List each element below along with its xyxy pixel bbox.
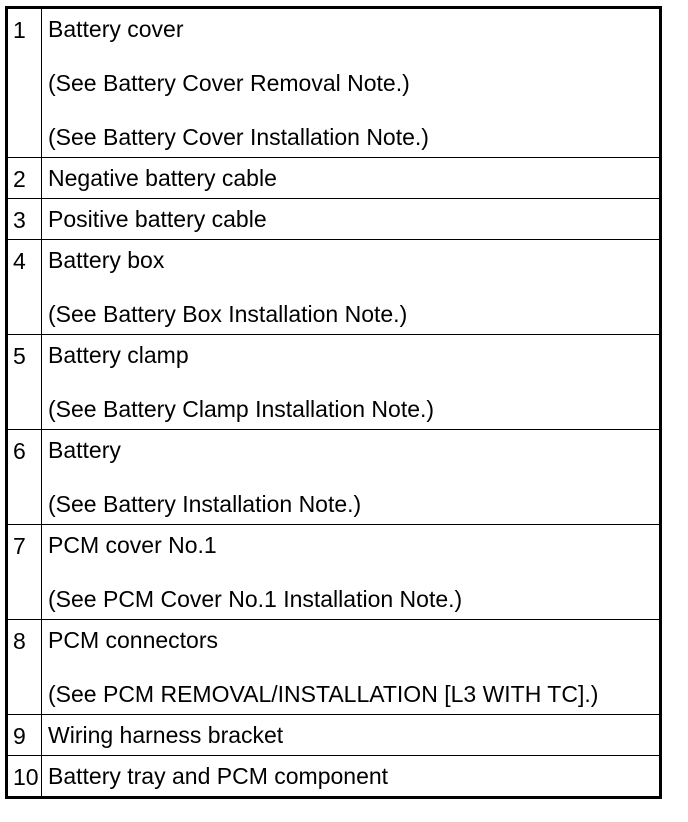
item-description: [42, 620, 661, 715]
item-description: [42, 8, 661, 158]
item-note: (See PCM REMOVAL/INSTALLATION [L3 WITH TC].): [48, 681, 599, 707]
item-number: 4: [7, 240, 42, 335]
item-number: 8: [7, 620, 42, 715]
item-name: PCM connectors: [48, 627, 219, 653]
item-name: Negative battery cable: [48, 165, 277, 191]
item-name: Battery cover: [48, 16, 184, 42]
item-description: [42, 335, 661, 430]
item-name: PCM cover No.1: [48, 532, 217, 558]
parts-table: [5, 6, 662, 799]
item-name: Battery box: [48, 247, 165, 273]
item-number: 9: [7, 715, 42, 756]
item-note: (See Battery Clamp Installation Note.): [48, 396, 435, 422]
item-note: (See Battery Installation Note.): [48, 491, 362, 517]
table-row: [7, 335, 661, 430]
item-number: 3: [7, 199, 42, 240]
item-number: 1: [7, 8, 42, 158]
table-row: [7, 240, 661, 335]
item-note: (See Battery Cover Installation Note.): [48, 124, 429, 150]
table-row: [7, 715, 661, 756]
item-name: Battery tray and PCM component: [48, 763, 389, 789]
item-number: 5: [7, 335, 42, 430]
item-description: [42, 525, 661, 620]
item-description: [42, 756, 661, 798]
item-description: [42, 158, 661, 199]
item-note: (See Battery Box Installation Note.): [48, 301, 408, 327]
item-note: (See Battery Cover Removal Note.): [48, 70, 410, 96]
item-number: 2: [7, 158, 42, 199]
parts-table-wrapper: [5, 6, 662, 799]
table-row: [7, 430, 661, 525]
item-name: Battery: [48, 437, 121, 463]
item-description: [42, 240, 661, 335]
table-row: [7, 158, 661, 199]
table-row: [7, 756, 661, 798]
item-name: Wiring harness bracket: [48, 722, 284, 748]
item-number: 10: [7, 756, 42, 798]
item-description: [42, 430, 661, 525]
item-number: 6: [7, 430, 42, 525]
table-row: [7, 620, 661, 715]
item-description: [42, 715, 661, 756]
table-row: [7, 199, 661, 240]
item-name: Positive battery cable: [48, 206, 267, 232]
item-note: (See PCM Cover No.1 Installation Note.): [48, 586, 463, 612]
item-name: Battery clamp: [48, 342, 189, 368]
item-number: 7: [7, 525, 42, 620]
item-description: [42, 199, 661, 240]
table-row: [7, 525, 661, 620]
table-row: [7, 8, 661, 158]
